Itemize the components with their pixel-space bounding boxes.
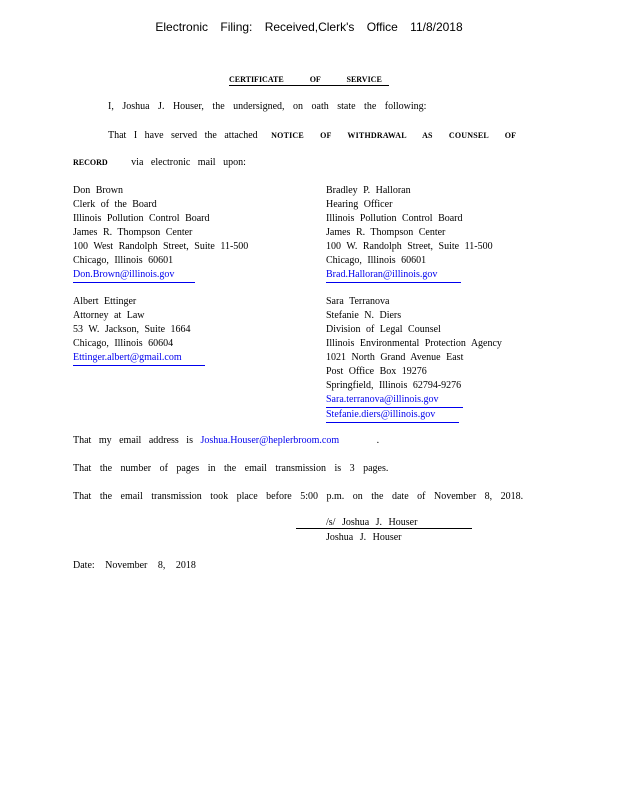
served-tail: via electronic mail upon: [131,157,246,168]
address-line: Illinois Environmental Protection Agency [326,338,502,349]
address-line: Stefanie N. Diers [326,310,402,321]
own-email-link[interactable]: Joshua.Houser@heplerbroom.com [200,435,340,446]
email-lead: That my email address is [73,435,193,446]
recipient-iepa [326,295,502,423]
address-line: 100 W. Randolph Street, Suite 11-500 [326,241,493,252]
served-lead: That I have served the attached [108,130,258,141]
email-link-ettinger[interactable]: Ettinger.albert@gmail.com [73,351,205,366]
address-line: Illinois Pollution Control Board [73,213,210,224]
intro-statement: I, Joshua J. Houser, the undersigned, on oath state the following: [108,101,427,112]
email-statement [73,435,379,446]
certificate-title: CERTIFICATE OF SERVICE [229,75,389,86]
notice-title: NOTICE OF WITHDRAWAL AS COUNSEL OF [271,131,517,140]
address-line: Division of Legal Counsel [326,324,441,335]
address-line: 100 West Randolph Street, Suite 11-500 [73,241,249,252]
signature-line: /s/ Joshua J. Houser [296,517,472,529]
record-word: RECORD [73,158,108,167]
address-line: Post Office Box 19276 [326,366,427,377]
address-line: Springfield, Illinois 62794-9276 [326,380,462,391]
filing-header: Electronic Filing: Received,Clerk's Office 11/8/2018 [155,20,463,34]
served-statement-cont [73,157,246,168]
signature-date: Date: November 8, 2018 [73,560,196,571]
email-link-diers[interactable]: Stefanie.diers@illinois.gov [326,408,459,423]
address-line: 53 W. Jackson, Suite 1664 [73,324,191,335]
pages-statement: That the number of pages in the email transmission is 3 pages. [73,463,389,474]
address-line: Illinois Pollution Control Board [326,213,463,224]
time-statement: That the email transmission took place before 5:00 p.m. on the date of November 8, 2018. [73,491,524,502]
served-statement [108,130,516,141]
signer-name: Joshua J. Houser [326,532,402,543]
address-line: Bradley P. Halloran [326,185,411,196]
address-line: Clerk of the Board [73,199,157,210]
recipient-halloran [326,184,493,283]
email-link-halloran[interactable]: Brad.Halloran@illinois.gov [326,268,461,283]
address-line: Attorney at Law [73,310,145,321]
address-line: Hearing Officer [326,199,393,210]
address-line: Chicago, Illinois 60601 [326,255,427,266]
address-line: Sara Terranova [326,296,390,307]
address-line: 1021 North Grand Avenue East [326,352,464,363]
address-line: Chicago, Illinois 60604 [73,338,174,349]
recipient-ettinger [73,295,205,366]
address-line: James R. Thompson Center [73,227,193,238]
email-link-brown[interactable]: Don.Brown@illinois.gov [73,268,195,283]
email-tail: . [376,435,380,446]
address-line: Albert Ettinger [73,296,137,307]
address-line: James R. Thompson Center [326,227,446,238]
recipient-brown [73,184,248,283]
email-link-terranova[interactable]: Sara.terranova@illinois.gov [326,393,463,408]
address-line: Don Brown [73,185,123,196]
address-line: Chicago, Illinois 60601 [73,255,174,266]
